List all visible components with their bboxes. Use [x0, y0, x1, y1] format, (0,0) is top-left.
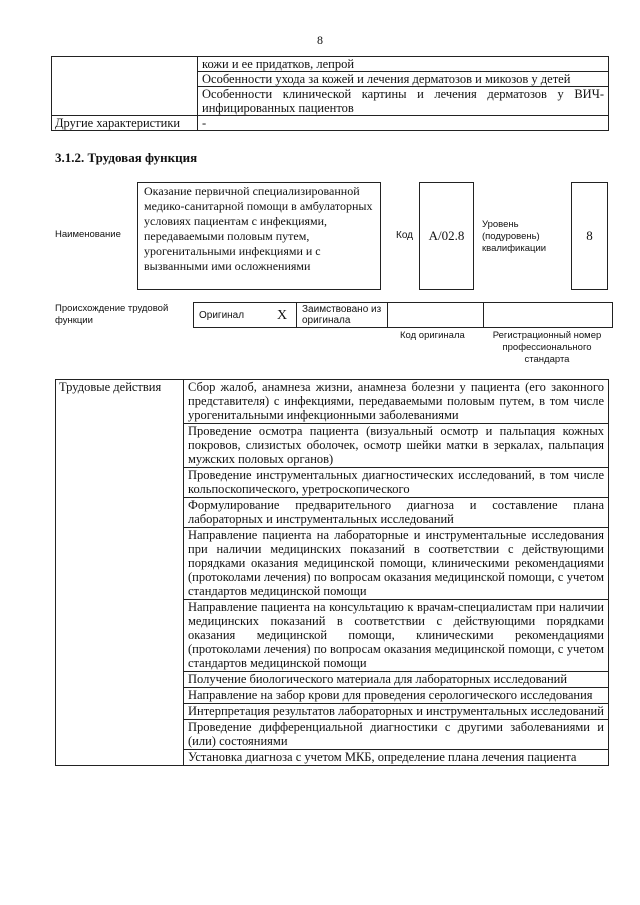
table-row	[52, 57, 609, 72]
table-cell: -	[198, 116, 609, 131]
section-title: 3.1.2. Трудовая функция	[55, 150, 198, 165]
origin-table	[193, 302, 613, 328]
labor-action-item: Сбор жалоб, анамнеза жизни, анамнеза болезни у пациента (его законного представителя) с инфекциями, передаваемыми половым путем, в том числе урогенитальными инфекционными заболеваниями	[184, 380, 609, 424]
labor-action-item: Направление пациента на лабораторные и инструментальные исследования при наличии медицинских показаний в соответствии с действующими порядками оказания медицинской помощи, клиническими рекомендациями (протоколами лечения) по вопросам оказания медицинской помощи, с учетом стандартов медицинской помощи	[184, 528, 609, 600]
table-cell: Особенности клинической картины и лечения дерматозов у ВИЧ-инфицированных пациентов	[198, 87, 609, 116]
top-characteristics-table	[51, 56, 609, 131]
labor-action-item: Проведение осмотра пациента (визуальный осмотр и пальпация кожных покровов, слизистых оболочек, осмотр шейки матки в зеркалах, пальпация мужских половых органов)	[184, 424, 609, 468]
row-label-empty	[52, 57, 198, 116]
table-cell: Особенности ухода за кожей и лечения дерматозов и микозов у детей	[198, 72, 609, 87]
labor-action-item: Получение биологического материала для лабораторных исследований	[184, 672, 609, 688]
table-cell: кожи и ее придатков, лепрой	[198, 57, 609, 72]
origin-label: Происхождение трудовой функции	[55, 303, 169, 326]
original-label: Оригинал	[194, 303, 269, 328]
table-row	[52, 116, 609, 131]
code-value-box: A/02.8	[419, 182, 474, 290]
name-label: Наименование	[55, 229, 121, 240]
labor-action-item: Интерпретация результатов лабораторных и инструментальных исследований	[184, 704, 609, 720]
table-row	[194, 303, 613, 328]
page-number: 8	[317, 33, 323, 47]
labor-action-item: Формулирование предварительного диагноза и составление плана лабораторных и инструментальных исследований	[184, 498, 609, 528]
code-original-cell	[388, 303, 484, 328]
code-label: Код	[396, 230, 414, 241]
reg-number-cell	[484, 303, 613, 328]
labor-action-item: Проведение инструментальных диагностических исследований, в том числе кольпоскопического, уретроскопического	[184, 468, 609, 498]
labor-actions-label: Трудовые действия	[56, 380, 184, 766]
labor-actions-table	[55, 379, 609, 766]
labor-action-item: Направление пациента на консультацию к врачам-специалистам при наличии медицинских показаний в соответствии с действующими порядками оказания медицинской помощи, клиническими рекомендациями (протоколами лечения) по вопросам оказания медицинской помощи, с учетом стандартов медицинской помощи	[184, 600, 609, 672]
labor-action-item: Проведение дифференциальной диагностики с другими заболеваниями и (или) состояниями	[184, 720, 609, 750]
other-characteristics-label: Другие характеристики	[52, 116, 198, 131]
qualification-level-box: 8	[571, 182, 608, 290]
reg-number-caption: Регистрационный номер профессионального стандарта	[492, 330, 602, 365]
borrowed-label: Заимствовано из оригинала	[297, 303, 388, 328]
original-checkmark: X	[268, 303, 297, 328]
code-original-caption: Код оригинала	[400, 330, 465, 341]
qualification-level-label: Уровень (подуровень) квалификации	[482, 219, 547, 254]
labor-action-item: Направление на забор крови для проведения серологического исследования	[184, 688, 609, 704]
labor-action-item: Установка диагноза с учетом МКБ, определение плана лечения пациента	[184, 750, 609, 766]
function-name-box: Оказание первичной специализированной медико-санитарной помощи в амбулаторных условиях пациентам с инфекциями, передаваемыми половым путем, урогенитальными инфекциями и с вызванными ими осложнениями	[137, 182, 381, 290]
table-row	[56, 380, 609, 424]
